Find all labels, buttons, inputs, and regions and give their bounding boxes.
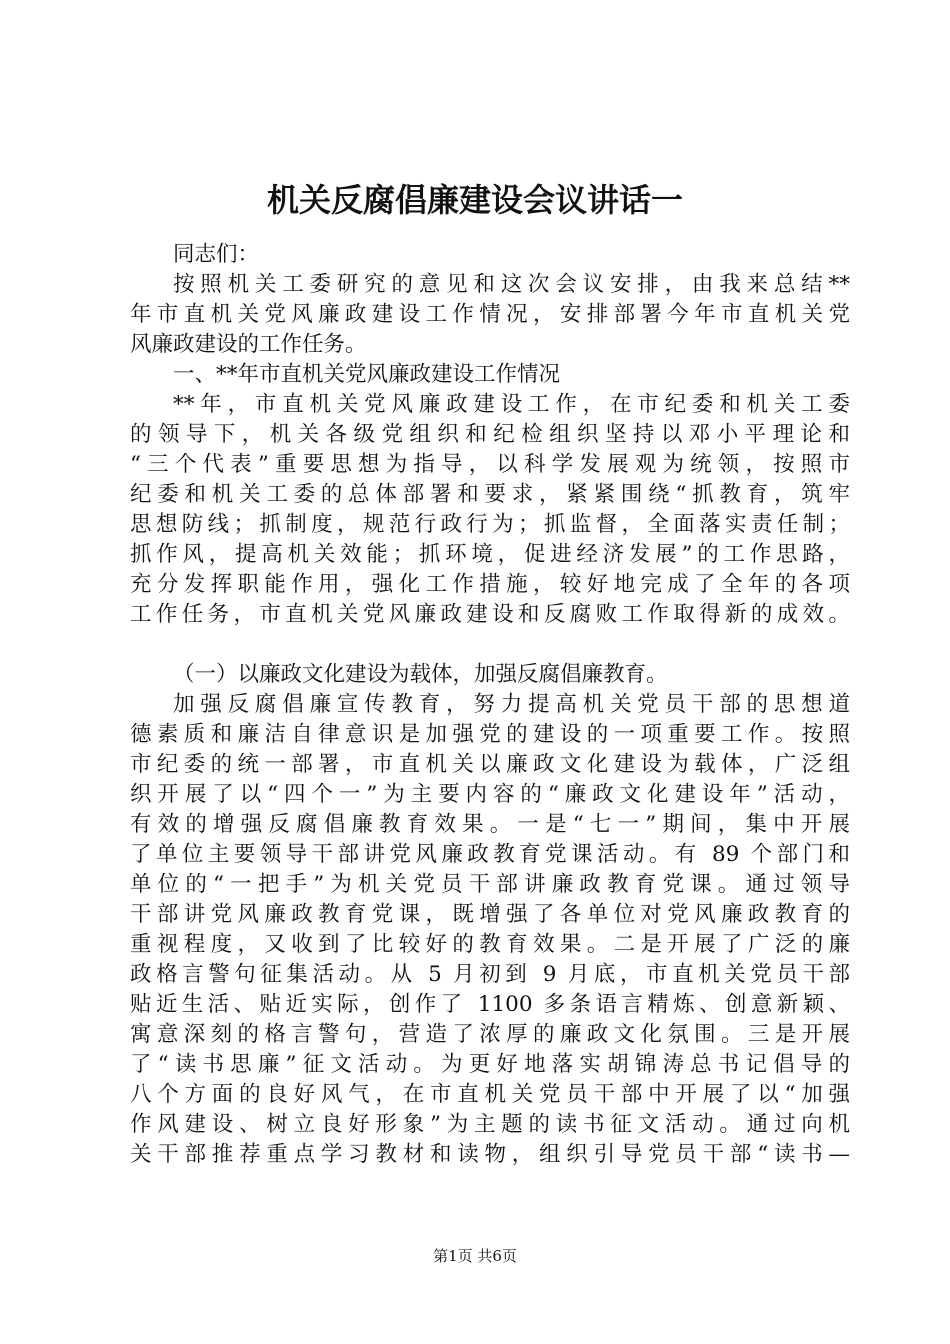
paragraph-line: 年市直机关党风廉政建设工作情况，安排部署今年市直机关党	[130, 302, 850, 327]
paragraph-line: 干部讲党风廉政教育党课，既增强了各单位对党风廉政教育的	[130, 902, 850, 927]
paragraph-line: 德素质和廉洁自律意识是加强党的建设的一项重要工作。按照	[130, 722, 850, 747]
document-title: 机关反腐倡廉建设会议讲话一	[266, 181, 683, 219]
paragraph-line: 思想防线；抓制度，规范行政行为；抓监督，全面落实责任制；	[130, 512, 850, 537]
salutation: 同志们：	[173, 242, 260, 267]
paragraph-line: 市纪委的统一部署，市直机关以廉政文化建设为载体，广泛组	[130, 752, 850, 777]
paragraph-line: 按照机关工委研究的意见和这次会议安排，由我来总结**	[173, 272, 850, 297]
paragraph-line: 八个方面的良好风气，在市直机关党员干部中开展了以“加强	[130, 1082, 850, 1107]
paragraph-line: “三个代表”重要思想为指导，以科学发展观为统领，按照市	[130, 452, 850, 477]
paragraph-line: 织开展了以“四个一”为主要内容的“廉政文化建设年”活动，	[130, 782, 850, 807]
paragraph-line: 重视程度，又收到了比较好的教育效果。二是开展了广泛的廉	[130, 932, 850, 957]
paragraph-line: 充分发挥职能作用，强化工作措施，较好地完成了全年的各项	[130, 572, 850, 597]
paragraph-line: 了单位主要领导干部讲党风廉政教育党课活动。有 89 个部门和	[130, 842, 850, 867]
paragraph-line: 纪委和机关工委的总体部署和要求，紧紧围绕“抓教育，筑牢	[130, 482, 850, 507]
paragraph-line: 风廉政建设的工作任务。	[130, 332, 367, 357]
page-footer: 第1页 共6页	[433, 1247, 517, 1265]
paragraph-line: 工作任务，市直机关党风廉政建设和反腐败工作取得新的成效。	[130, 602, 850, 627]
paragraph-line: 有效的增强反腐倡廉教育效果。一是“七一”期间，集中开展	[130, 812, 850, 837]
paragraph-line: 的领导下，机关各级党组织和纪检组织坚持以邓小平理论和	[130, 422, 850, 447]
paragraph-line: 了“读书思廉”征文活动。为更好地落实胡锦涛总书记倡导的	[130, 1052, 850, 1077]
paragraph-line: 寓意深刻的格言警句，营造了浓厚的廉政文化氛围。三是开展	[130, 1022, 850, 1047]
section-heading: 一、**年市直机关党风廉政建设工作情况	[173, 362, 561, 387]
paragraph-gap	[130, 630, 850, 660]
paragraph-line: 政格言警句征集活动。从 5 月初到 9 月底，市直机关党员干部	[130, 962, 850, 987]
paragraph-line: 单位的“一把手”为机关党员干部讲廉政教育党课。通过领导	[130, 872, 850, 897]
subsection-heading: （一）以廉政文化建设为载体，加强反腐倡廉教育。	[173, 662, 668, 687]
paragraph-line: 关干部推荐重点学习教材和读物，组织引导党员干部“读书—	[130, 1142, 850, 1167]
paragraph-line: 贴近生活、贴近实际，创作了 1100 多条语言精炼、创意新颖、	[130, 992, 850, 1017]
paragraph-line: 抓作风，提高机关效能；抓环境，促进经济发展”的工作思路，	[130, 542, 850, 567]
paragraph-line: 作风建设、树立良好形象”为主题的读书征文活动。通过向机	[130, 1112, 850, 1137]
document-body	[130, 240, 850, 1170]
paragraph-line: **年，市直机关党风廉政建设工作，在市纪委和机关工委	[173, 392, 850, 417]
paragraph-line: 加强反腐倡廉宣传教育，努力提高机关党员干部的思想道	[173, 692, 850, 717]
